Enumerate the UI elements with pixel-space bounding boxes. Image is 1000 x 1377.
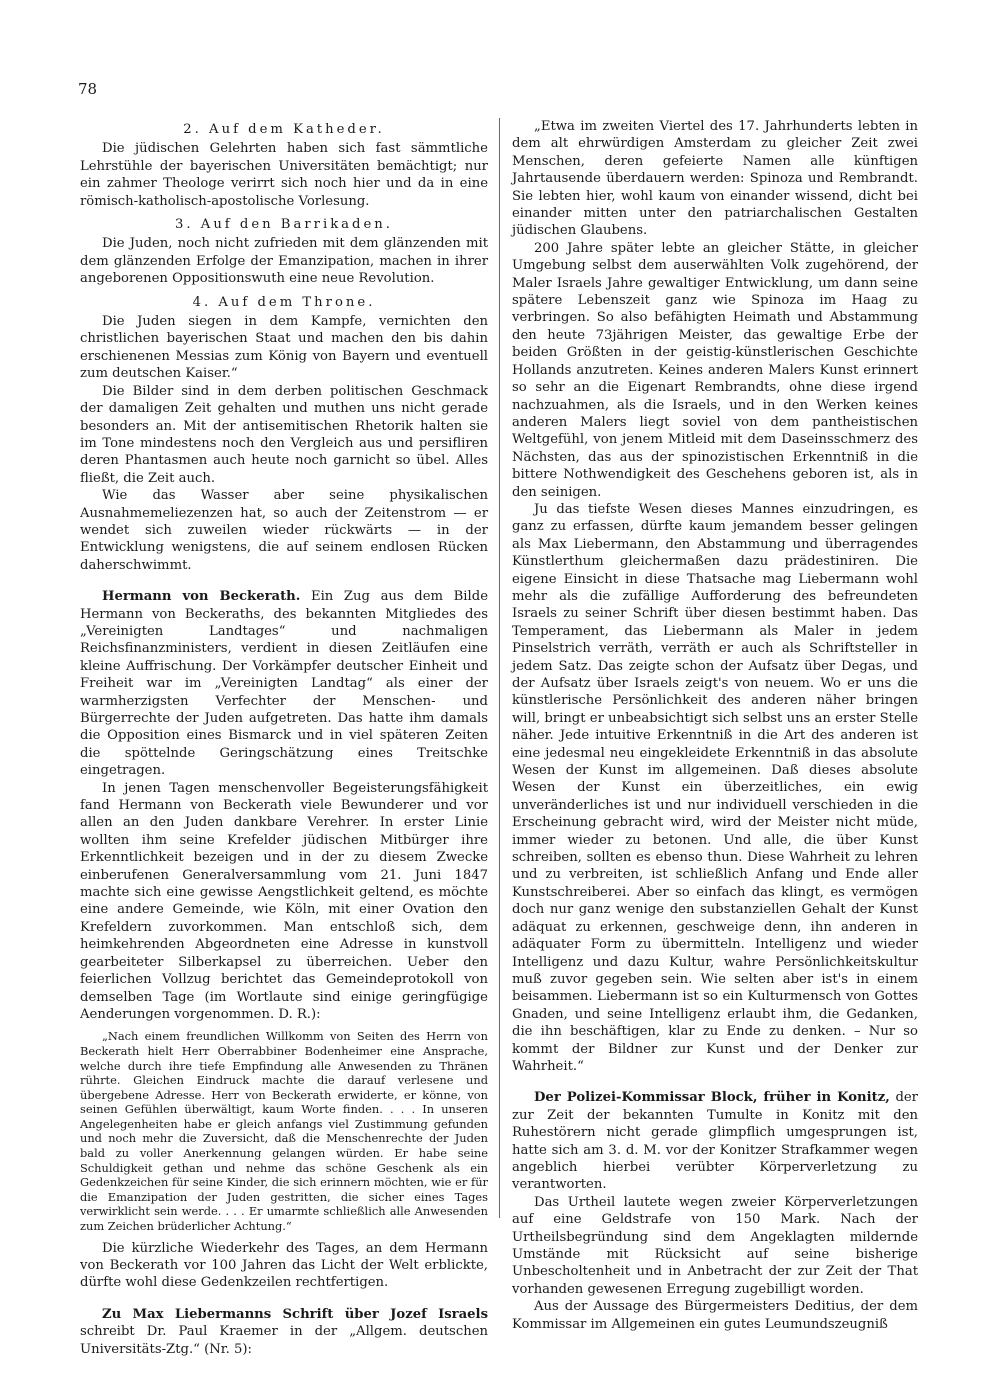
paragraph-barrikaden: Die Juden, noch nicht zufrieden mit dem glänzenden mit dem glänzenden Erfolge der Emanzipation, machen in ihrer angeborenen Oppositionswuth eine neue Revolution. xyxy=(80,236,488,287)
right-column xyxy=(512,118,918,1333)
paragraph-throne: Die Juden siegen in dem Kampfe, vernichten den christlichen bayerischen Staat und machen den bis dahin erschienenen Messias zum König von Bayern und eventuell zum deutschen Kaiser.“ xyxy=(80,314,488,382)
paragraph-wiederkehr: Die kürzliche Wiederkehr des Tages, an dem Hermann von Beckerath vor 100 Jahren das Licht der Welt erblickte, dürfte wohl diese Gedenkzeilen rechtfertigen. xyxy=(80,1240,488,1291)
heading-throne: 4. Auf dem Throne. xyxy=(192,294,376,310)
paragraph-etwa: „Etwa im zweiten Viertel des 17. Jahrhunderts lebten in dem alt ehrwürdigen Amsterdam zu gleicher Zeit zwei Menschen, deren gefeierte Namen alle künftigen Jahrtausende überdauern werden: Spinoza und Rembrandt. Sie lebten hier, wohl kaum von einander wissend, dicht bei einander mitten unter den patriarchalischen Gestalten jüdischen Glaubens. xyxy=(512,119,918,239)
paragraph-tiefste: Ju das tiefste Wesen dieses Mannes einzudringen, es ganz zu erfassen, dürfte kaum jemandem besser gelingen als Max Liebermann, den Abstammung und überragendes Künstlerthum gleichermaßen dazu prädestiniren. Die eigene Einsicht in diese Thatsache mag Liebermann wohl mehr als die zufällige Aufforderung des befreundeten Israels zu seiner Schrift über diesen bestimmt haben. Das Temperament, das Liebermann als Maler in jedem Pinselstrich verräth, verräth er auch als Schriftsteller in jedem Satz. Das zeigte schon der Aufsatz über Degas, und der Aufsatz über Israels zeigt's von neuem. Wo er uns die künstlerische Persönlichkeit des anderen näher bringen will, bringt er unbeabsichtigt sich selbst uns an erster Stelle näher. Jede intuitive Erkenntniß in die Art des anderen ist eine jedesmal neu eingekleidete Erkenntniß in das absolute Wesen der Kunst im allgemeinen. Daß dieses absolute Wesen der Kunst ein überzeitliches, ein ewig unveränderliches ist und nur individuell verschieden in die Erscheinung gebracht wird, wird der Meister nicht müde, immer wieder zu betonen. Und alle, die über Kunst schreiben, sollten es ebenso thun. Diese Wahrheit zu lehren und zu verbreiten, ist schließlich Anfang und Ende aller Kunstschreiberei. Aber so einfach das klingt, es vermögen doch nur ganz wenige den substanziellen Gehalt der Kunst adäquat zu erkennen, geschweige denn, ihn anderen in adäquater Form zu übermitteln. Intelligenz und wieder Intelligenz und dazu Kultur, wahre Persönlichkeitskultur muß zuvor gegeben sein. Wie selten aber ist's in einem beisammen. Liebermann ist so ein Kulturmensch von Gottes Gnaden, und seine Intelligenz erlaubt ihm, die Gedanken, die ihn beschäftigen, klar zu Ende zu denken. – Nur so kommt der Bildner zur Kunst und der Denker zur Wahrheit.“ xyxy=(512,501,918,1074)
article-title-beckerath: Hermann von Beckerath. xyxy=(102,589,301,605)
article-title-block: Der Polizei-Kommissar Block, früher in Konitz, xyxy=(534,1090,890,1106)
left-column xyxy=(80,118,488,1358)
article-block xyxy=(512,1089,918,1193)
heading-barrikaden: 3. Auf den Barrikaden. xyxy=(175,217,393,233)
paragraph-liebermann: schreibt Dr. Paul Kraemer in der „Allgem. deutschen Universitäts-Ztg.“ (Nr. 5): xyxy=(80,1324,488,1357)
paragraph-bilder: Die Bilder sind in dem derben politischen Geschmack der damaligen Zeit gehalten und muthen uns nicht gerade besonders an. Mit der antisemitischen Rhetorik halten sie im Tone mindestens noch den Vergleich aus und persifliren deren Phantasmen auch heute noch garnicht so übel. Alles fließt, die Zeit auch. xyxy=(80,383,488,486)
paragraph-tagen: In jenen Tagen menschenvoller Begeisterungsfähigkeit fand Hermann von Beckerath viele Bewunderer und vor allen an den Juden dankbare Verehrer. In erster Linie wollten ihm seine Krefelder jüdischen Mitbürger ihre Erkenntlichkeit bezeigen und in der zu diesem Zwecke einberufenen Generalversammlung vom 21. Juni 1847 machte sich eine gewisse Aengstlichkeit geltend, es möchte eine andere Gemeinde, wie Köln, mit einer Ovation den Krefeldern zuvorkommen. Man entschloß sich, dem heimkehrenden Abgeordneten eine Adresse in kunstvoll gearbeiteter Silberkapsel zu überreichen. Ueber den feierlichen Vollzug berichtet das Gemeindeprotokoll von demselben Tage (im Wortlaute sind einige geringfügige Aenderungen vorgenommen. D. R.): xyxy=(80,780,488,1022)
article-liebermann xyxy=(80,1306,488,1358)
page-number: 78 xyxy=(78,80,98,98)
paragraph-urtheil: Das Urtheil lautete wegen zweier Körperverletzungen auf eine Geldstrafe von 150 Mark. Nach der Urtheilsbegründung sind dem Angeklagten mildernde Umstände mit Rücksicht auf seine bisherige Unbescholtenheit und in Anbetracht der zur Zeit der That vorhanden gewesenen Erregung zugebilligt worden. xyxy=(512,1194,918,1297)
paragraph-200-jahre: 200 Jahre später lebte an gleicher Stätte, in gleicher Umgebung selbst dem auserwählten Volk zugehörend, der Maler Israels Jahre gewaltiger Entwicklung, um dann seine spätere Lebenszeit ganz wie Spinoza im Haag zu verbringen. So also befähigten Heimath und Abstammung den heute 73jährigen Meister, das gewaltige Erbe der beiden Größten in der geistig-künstlerischen Geschichte Hollands anzutreten. Keines anderen Malers Kunst erinnert so sehr an die Eigenart Rembrandts, ohne diese irgend nachzuahmen, als die Israels, und in den Werken keines anderen Malers liegt soviel von dem pantheistischen Weltgefühl, von jenem Mitleid mit dem Daseinsschmerz des Nächsten, das aus der spinozistischen Erkenntniß in die bittere Nothwendigkeit des Geschehens geboren ist, als in den seinigen. xyxy=(512,240,918,500)
heading-katheder: 2. Auf dem Katheder. xyxy=(183,122,385,137)
column-divider xyxy=(499,118,500,1218)
quote-protocol: „Nach einem freundlichen Willkomm von Seiten des Herrn von Beckerath hielt Herr Oberrabbiner Bodenheimer eine Ansprache, welche durch ihre tiefe Empfindung alle Anwesenden zu Thränen rührte. Gleichen Eindruck machte die darauf verlesene und übergebene Adresse. Herr von Beckerath erwiderte, er könne, von seinen Gefühlen überwältigt, kaum Worte finden. . . . In unseren Angelegenheiten habe er gleich anfangs viel Zustimmung gefunden und noch mehr die Zuversicht, daß die Menschenrechte der Juden bald zu voller Anerkennung gelangen würden. Er habe seine Schuldigkeit gethan und nehme das schöne Geschenk als ein Gedenkzeichen für seine Kinder, die sich erinnern möchten, wie er für die Emanzipation der Juden gestritten, die sicher eines Tages verwirklicht sein werde. . . . Er umarmte schließlich alle Anwesenden zum Zeichen brüderlicher Achtung.“ xyxy=(80,1029,488,1234)
paragraph-katheder: Die jüdischen Gelehrten haben sich fast sämmtliche Lehrstühle der bayerischen Universitäten bemächtigt; nur ein zahmer Theologe verirrt sich noch hier und da in eine römisch-katholisch-apostolische Vorlesung. xyxy=(80,141,488,209)
paragraph-beckerath: Ein Zug aus dem Bilde Hermann von Beckeraths, des bekannten Mitgliedes des „Vereinigten Landtages“ und nachmaligen Reichsfinanzministers, verdient in diesen Zeitläufen eine kleine Auffrischung. Der Vorkämpfer deutscher Einheit und Freiheit war im „Vereinigten Landtag“ als einer der warmherzigsten Verfechter der Menschen- und Bürgerrechte der Juden aufgetreten. Das hatte ihm damals die Opposition eines Bismarck und in viel späteren Zeiten die spöttelnde Geringschätzung eines Treitschke eingetragen. xyxy=(80,589,488,779)
paragraph-wasser: Wie das Wasser aber seine physikalischen Ausnahmemeliezenzen hat, so auch der Zeitenstrom — er wendet sich zuweilen wieder rückwärts — in der Entwicklung wenigstens, die auf seinem endlosen Rücken daherschwimmt. xyxy=(80,488,488,573)
paragraph-aussage: Aus der Aussage des Bürgermeisters Deditius, der dem Kommissar im Allgemeinen ein gutes Leumundszeugniß xyxy=(512,1299,918,1332)
paragraph-block: der zur Zeit der bekannten Tumulte in Konitz mit den Ruhestörern nicht gerade glimpflich umgesprungen ist, hatte sich am 3. d. M. vor der Konitzer Strafkammer wegen angeblich hierbei verübter Körperverletzung zu verantworten. xyxy=(512,1090,918,1193)
article-beckerath xyxy=(80,588,488,779)
article-title-liebermann: Zu Max Liebermanns Schrift über Jozef Israels xyxy=(102,1306,488,1322)
